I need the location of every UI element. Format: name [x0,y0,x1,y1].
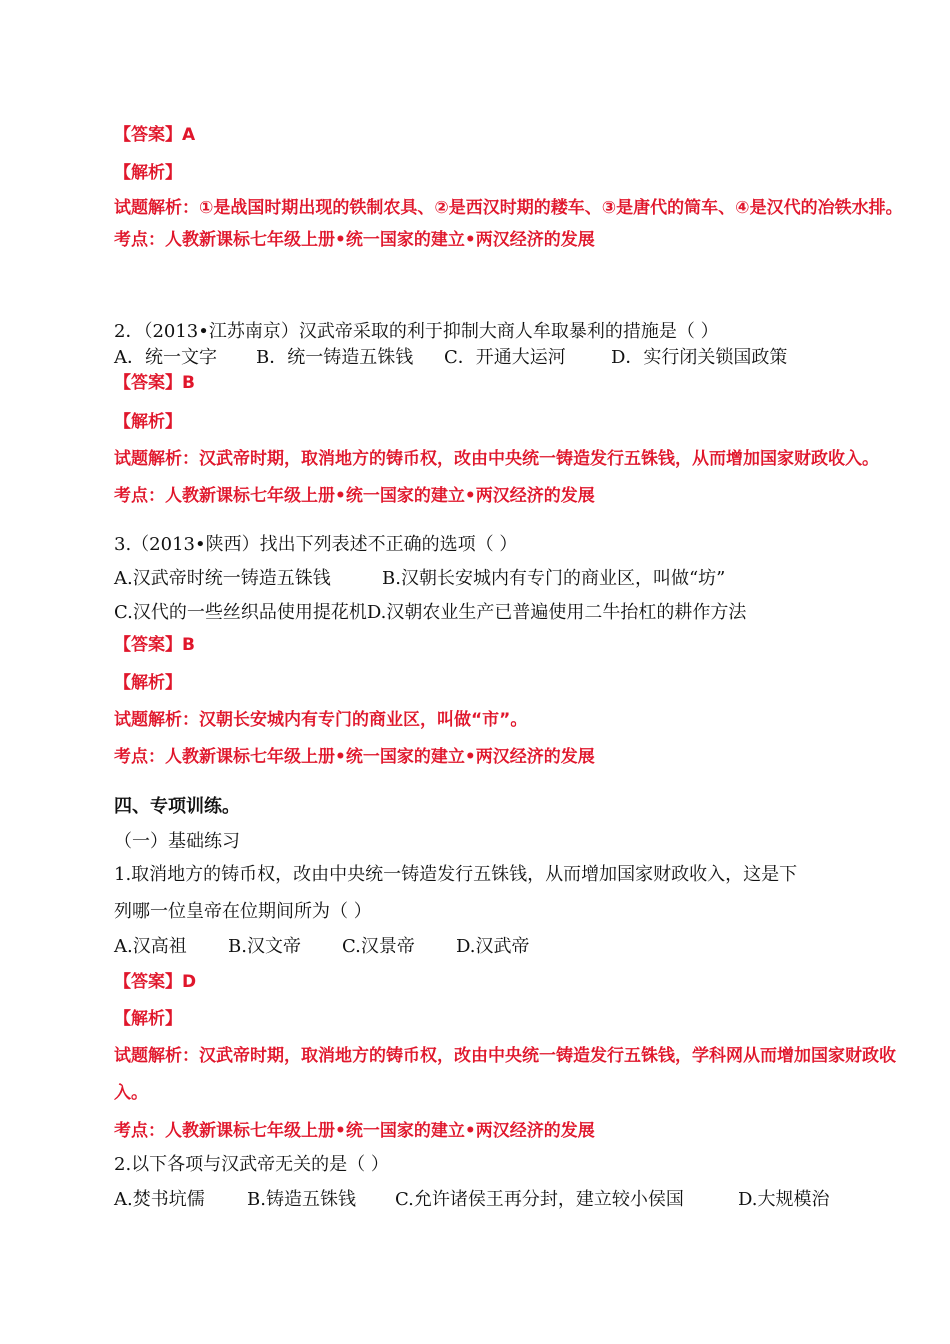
q2-option-c: C．开通大运河 [444,347,566,368]
q3-options-row1 [114,567,725,591]
p1-stem-line1: 1.取消地方的铸币权，改由中央统一铸造发行五铢钱，从而增加国家财政收入，这是下 [114,864,798,885]
p1-option-d: D.汉武帝 [456,936,530,957]
q2-explanation: 试题解析：汉武帝时期，取消地方的铸币权，改由中央统一铸造发行五铢钱，从而增加国家财政收入。 [114,449,879,469]
p2-option-d: D.大规模治 [738,1189,830,1210]
q2-stem: 2．（2013•江苏南京）汉武帝采取的利于抑制大商人牟取暴利的措施是（ ） [114,321,719,342]
section-title: 四、专项训练。 [114,796,240,817]
q2-kaodian: 考点：人教新课标七年级上册•统一国家的建立•两汉经济的发展 [114,486,595,506]
p2-option-b: B.铸造五铢钱 [247,1189,356,1210]
q1-kaodian: 考点：人教新课标七年级上册•统一国家的建立•两汉经济的发展 [114,230,595,250]
p1-explanation-line2: 入。 [114,1083,148,1103]
q2-option-a: A．统一文字 [114,347,217,368]
q3-explanation: 试题解析：汉朝长安城内有专门的商业区，叫做“市”。 [114,710,528,730]
p2-option-a: A.焚书坑儒 [114,1189,205,1210]
q1-explanation: 试题解析：①是战国时期出现的铁制农具、②是西汉时期的耧车、③是唐代的筒车、④是汉代的冶铁水排。 [114,198,903,218]
p1-answer: 【答案】D [114,972,197,992]
q2-option-b: B．统一铸造五铢钱 [256,347,414,368]
q2-options [114,346,787,370]
q2-option-d: D．实行闭关锁国政策 [611,347,788,368]
q2-analysis-label: 【解析】 [114,412,182,432]
q1-analysis-label: 【解析】 [114,163,182,183]
q3-option-a: A.汉武帝时统一铸造五铢钱 [114,568,331,589]
q2-answer: 【答案】B [114,373,195,393]
p1-options [114,935,530,959]
p1-analysis-label: 【解析】 [114,1009,182,1029]
p1-option-a: A.汉高祖 [114,936,187,957]
p1-option-b: B.汉文帝 [228,936,301,957]
q3-option-b: B.汉朝长安城内有专门的商业区，叫做“坊” [382,568,726,589]
p1-option-c: C.汉景帝 [342,936,415,957]
p2-options [114,1188,830,1212]
q3-answer: 【答案】B [114,635,195,655]
q3-analysis-label: 【解析】 [114,673,182,693]
q3-kaodian: 考点：人教新课标七年级上册•统一国家的建立•两汉经济的发展 [114,747,595,767]
p1-stem-line2: 列哪一位皇帝在位期间所为（ ） [114,901,372,922]
q1-answer: 【答案】A [114,125,196,145]
p2-option-c: C.允许诸侯王再分封，建立较小侯国 [395,1189,684,1210]
section-subtitle: （一）基础练习 [114,831,240,852]
p1-kaodian: 考点：人教新课标七年级上册•统一国家的建立•两汉经济的发展 [114,1121,595,1141]
q3-stem: 3.（2013•陕西）找出下列表述不正确的选项（ ） [114,534,518,555]
q3-options-row2: C.汉代的一些丝织品使用提花机D.汉朝农业生产已普遍使用二牛抬杠的耕作方法 [114,602,747,623]
p1-explanation-line1: 试题解析：汉武帝时期，取消地方的铸币权，改由中央统一铸造发行五铢钱，学科网从而增加国家财政收 [114,1046,896,1066]
p2-stem: 2.以下各项与汉武帝无关的是（ ） [114,1154,389,1175]
